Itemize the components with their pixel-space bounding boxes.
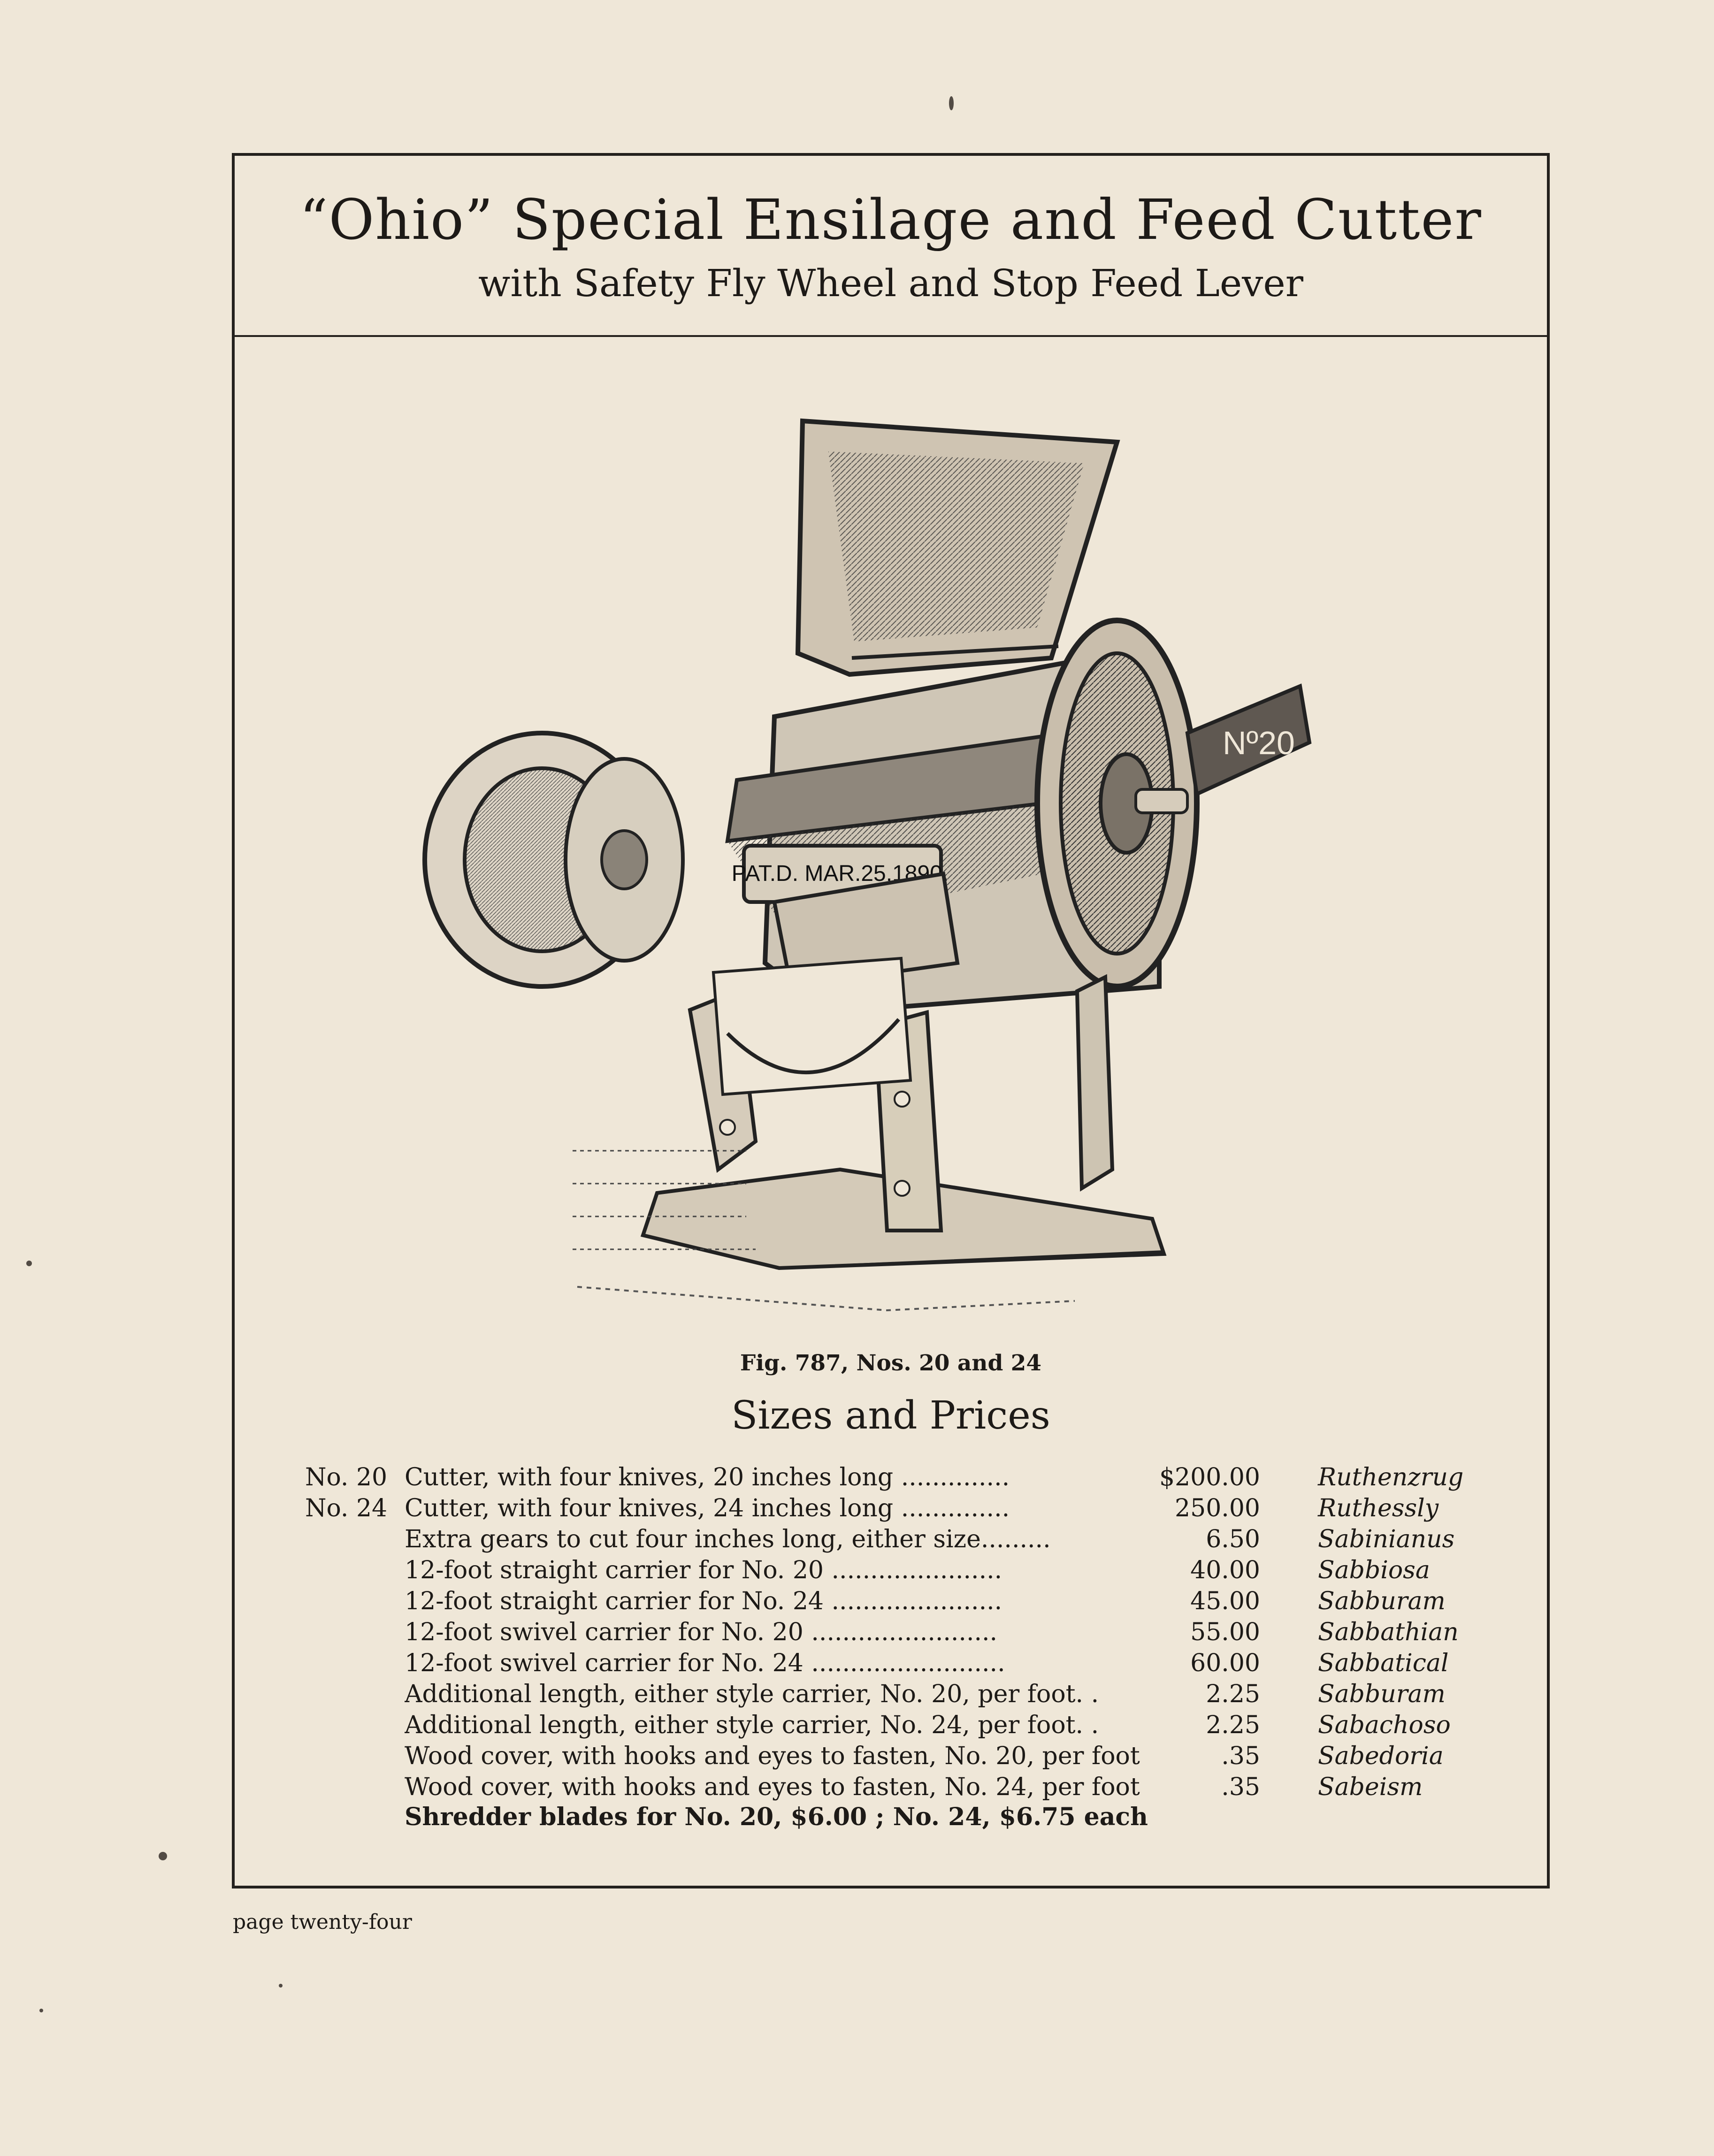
cable-code: Sabeism	[1318, 1773, 1423, 1801]
item-description: 12-foot swivel carrier for No. 24 .........................	[405, 1649, 1005, 1677]
item-price: .35	[1221, 1742, 1260, 1770]
sizes-prices-title: Sizes and Prices	[731, 1393, 1050, 1438]
price-row	[305, 1679, 1516, 1710]
machine-base	[577, 1170, 1164, 1310]
item-price: 2.25	[1206, 1711, 1260, 1739]
cable-code: Sabbatical	[1318, 1649, 1449, 1677]
left-pulley	[425, 733, 683, 986]
item-price: 2.25	[1206, 1680, 1260, 1708]
price-row	[305, 1462, 1516, 1493]
paper-speck	[949, 96, 954, 110]
item-price: 60.00	[1190, 1649, 1260, 1677]
model-number: No. 24	[305, 1494, 388, 1522]
page-subtitle: with Safety Fly Wheel and Stop Feed Lever	[478, 261, 1303, 305]
item-price: 55.00	[1190, 1618, 1260, 1646]
item-description: Extra gears to cut four inches long, either size.........	[405, 1525, 1051, 1553]
item-description: Additional length, either style carrier, No. 20, per foot. .	[405, 1680, 1099, 1708]
cable-code: Ruthessly	[1318, 1494, 1439, 1522]
catalog-frame	[232, 153, 1550, 1888]
feed-cutter-drawing	[361, 367, 1441, 1484]
item-price: 6.50	[1206, 1525, 1260, 1553]
side-panel	[1187, 686, 1309, 794]
price-row	[305, 1710, 1516, 1741]
machine-number-label: Nº20	[1223, 725, 1295, 761]
item-description: Wood cover, with hooks and eyes to fasten, No. 24, per foot	[405, 1773, 1140, 1801]
paper-speck	[26, 1261, 32, 1266]
item-price: 250.00	[1175, 1494, 1260, 1522]
item-description: Cutter, with four knives, 20 inches long ..............	[405, 1463, 1010, 1491]
cable-code: Sabburam	[1318, 1680, 1446, 1708]
patent-label: PAT.D. MAR.25,1890.	[731, 861, 949, 886]
price-row	[305, 1524, 1516, 1555]
shredder-blades-note: Shredder blades for No. 20, $6.00 ; No. 24, $6.75 each	[405, 1803, 1148, 1831]
cable-code: Sabinianus	[1318, 1525, 1455, 1553]
model-number: No. 20	[305, 1463, 388, 1491]
item-description: Wood cover, with hooks and eyes to fasten, No. 20, per foot	[405, 1742, 1140, 1770]
price-row	[305, 1617, 1516, 1648]
cable-code: Sabburam	[1318, 1587, 1446, 1615]
cable-code: Sabbathian	[1318, 1618, 1459, 1646]
item-description: Cutter, with four knives, 24 inches long ..............	[405, 1494, 1010, 1522]
page-number: page twenty-four	[233, 1910, 412, 1934]
title-block	[235, 156, 1547, 337]
paper-speck	[279, 1984, 283, 1988]
price-row	[305, 1493, 1516, 1524]
item-description: 12-foot straight carrier for No. 24 ......................	[405, 1587, 1002, 1615]
item-price: 40.00	[1190, 1556, 1260, 1584]
figure-caption: Fig. 787, Nos. 20 and 24	[740, 1350, 1042, 1376]
item-price: .35	[1221, 1773, 1260, 1801]
item-description: 12-foot straight carrier for No. 20 ......................	[405, 1556, 1002, 1584]
item-description: Additional length, either style carrier, No. 24, per foot. .	[405, 1711, 1099, 1739]
cable-code: Sabbiosa	[1318, 1556, 1430, 1584]
paper-speck	[39, 2009, 43, 2012]
front-blade	[713, 958, 911, 1094]
price-row	[305, 1586, 1516, 1617]
cable-code: Sabachoso	[1318, 1711, 1451, 1739]
paper-speck	[159, 1852, 167, 1860]
hopper	[798, 421, 1117, 674]
item-price: $200.00	[1159, 1463, 1260, 1491]
price-row	[305, 1741, 1516, 1772]
page-title: “Ohio” Special Ensilage and Feed Cutter	[299, 187, 1482, 252]
price-row	[305, 1772, 1516, 1803]
price-list	[305, 1462, 1516, 1831]
machine-illustration	[361, 367, 1441, 1484]
cutter-wheel	[1037, 620, 1197, 986]
item-description: 12-foot swivel carrier for No. 20 ........................	[405, 1618, 998, 1646]
price-row	[305, 1648, 1516, 1679]
price-row	[305, 1555, 1516, 1586]
cable-code: Sabedoria	[1318, 1742, 1444, 1770]
cable-code: Ruthenzrug	[1318, 1463, 1464, 1491]
item-price: 45.00	[1190, 1587, 1260, 1615]
